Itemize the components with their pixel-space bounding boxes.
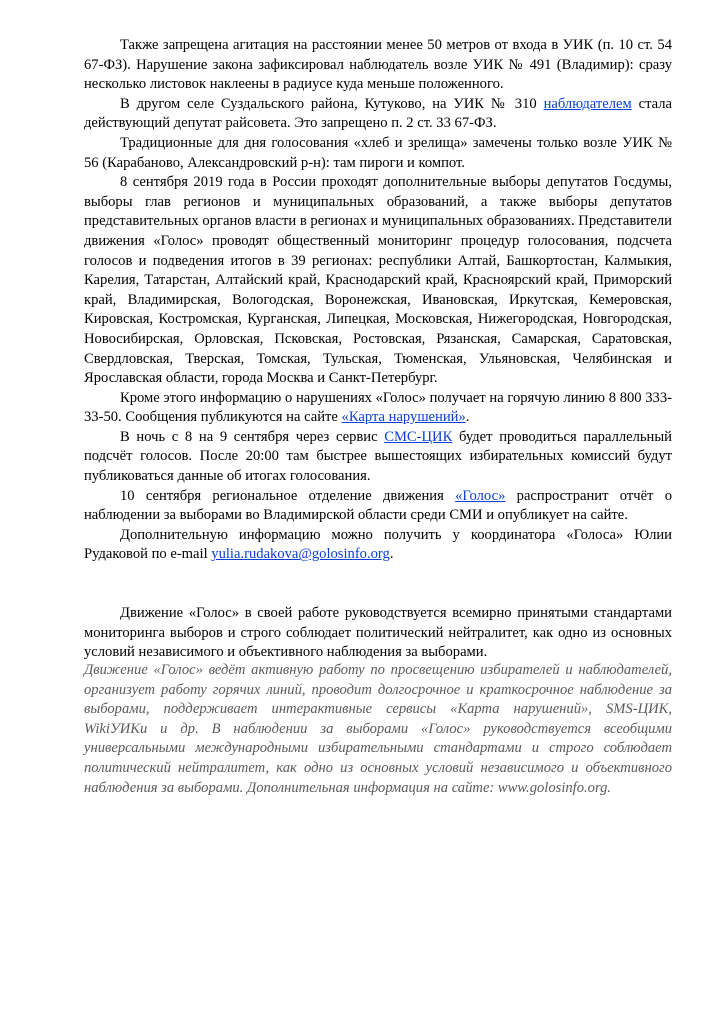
document-body xyxy=(84,36,672,663)
paragraph-agitation: Также запрещена агитация на расстоянии менее 50 метров от входа в УИК (п. 10 ст. 54 67-ФЗ). Нарушение закона зафиксировал наблюдатель возле УИК № 491 (Владимир): сразу несколько листовок наклеены в радиусе куда меньше положенного. xyxy=(84,37,672,93)
paragraph-text: В другом селе Суздальского района, Кутуково, на УИК № 310 xyxy=(120,95,544,112)
golos-link[interactable]: «Голос» xyxy=(455,487,506,504)
spacer xyxy=(84,565,672,604)
paragraph-bread-and-circuses: Традиционные для дня голосования «хлеб и зрелища» замечены только возле УИК № 56 (Карабаново, Александровский р-н): там пироги и компот. xyxy=(84,134,672,171)
paragraph-text: стала действующий депутат райсовета. Это запрещено п. 2 ст. 33 67-ФЗ. xyxy=(84,95,672,132)
paragraph-neutrality: Движение «Голос» в своей работе руководствуется всемирно принятыми стандартами мониторинга выборов и строго соблюдает политический нейтралитет, как одно из основных условий независимого и объективного наблюдения за выборами. xyxy=(84,605,672,661)
paragraph-text: В ночь с 8 на 9 сентября через сервис xyxy=(120,428,385,445)
sms-cik-link[interactable]: СМС-ЦИК xyxy=(384,428,453,445)
paragraph-text: будет проводиться параллельный подсчёт голосов. После 20:00 там быстрее вышестоящих избирательных комиссий будут публиковаться данные об итогах голосования. xyxy=(84,428,672,485)
paragraph-hotline xyxy=(84,389,672,428)
paragraph-kutukovo xyxy=(84,95,672,134)
paragraph-text: Дополнительную информацию можно получить у координатора «Голоса» Юлии Рудаковой по e-mail xyxy=(84,526,672,563)
paragraph-elections-overview: 8 сентября 2019 года в России проходят дополнительные выборы депутатов Госдумы, выборы глав регионов и муниципальных образований, а также выборы депутатов представительных органов власти в регионах и муниципальных образованиях. Представители движения «Голос» проводят общественный мониторинг процедур голосования, подсчета голосов и подведения итогов в 39 регионах: республики Алтай, Башкортостан, Калмыкия, Карелия, Татарстан, Алтайский край, Краснодарский край, Красноярский край, Приморский край, Владимирская, Вологодская, Воронежская, Ивановская, Иркутская, Кемеровская, Кировская, Костромская, Курганская, Липецкая, Московская, Нижегородская, Новгородская, Новосибирская, Орловская, Псковская, Ростовская, Рязанская, Самарская, Саратовская, Свердловская, Тверская, Томская, Тульская, Тюменская, Ульяновская, Челябинская и Ярославская области, города Москва и Санкт-Петербург. xyxy=(84,174,672,387)
email-link[interactable]: yulia.rudakova@golosinfo.org xyxy=(211,546,390,563)
paragraph-text: распространит отчёт о наблюдении за выборами во Владимирской области среди СМИ и опубликует на сайте. xyxy=(84,487,672,524)
paragraph-report xyxy=(84,487,672,526)
paragraph-text: 10 сентября региональное отделение движения xyxy=(120,487,456,504)
paragraph-sms-cik xyxy=(84,428,672,487)
paragraph-text: . xyxy=(465,409,470,426)
paragraph-contact xyxy=(84,526,672,565)
observer-link[interactable]: наблюдателем xyxy=(543,95,632,112)
violations-map-link[interactable]: «Карта нарушений» xyxy=(341,409,466,426)
footer-about-golos: Движение «Голос» ведёт активную работу по просвещению избирателей и наблюдателей, организует работу горячих линий, проводит долгосрочное и краткосрочное наблюдение за выборами, поддерживает интерактивные сервисы «Карта нарушений», SMS-ЦИК, WikiУИКи и др. В наблюдении за выборами «Голос» руководствуется всеобщими универсальными международными избирательными стандартами и строго соблюдает политический нейтралитет, как одно из основных условий независимого и объективного наблюдения за выборами. Дополнительная информация на сайте: www.golosinfo.org. xyxy=(84,662,672,796)
paragraph-text: . xyxy=(389,546,394,563)
paragraph-text: Кроме этого информацию о нарушениях «Голос» получает на горячую линию 8 800 333-33-50. Сообщения публикуются на сайте xyxy=(84,389,672,426)
